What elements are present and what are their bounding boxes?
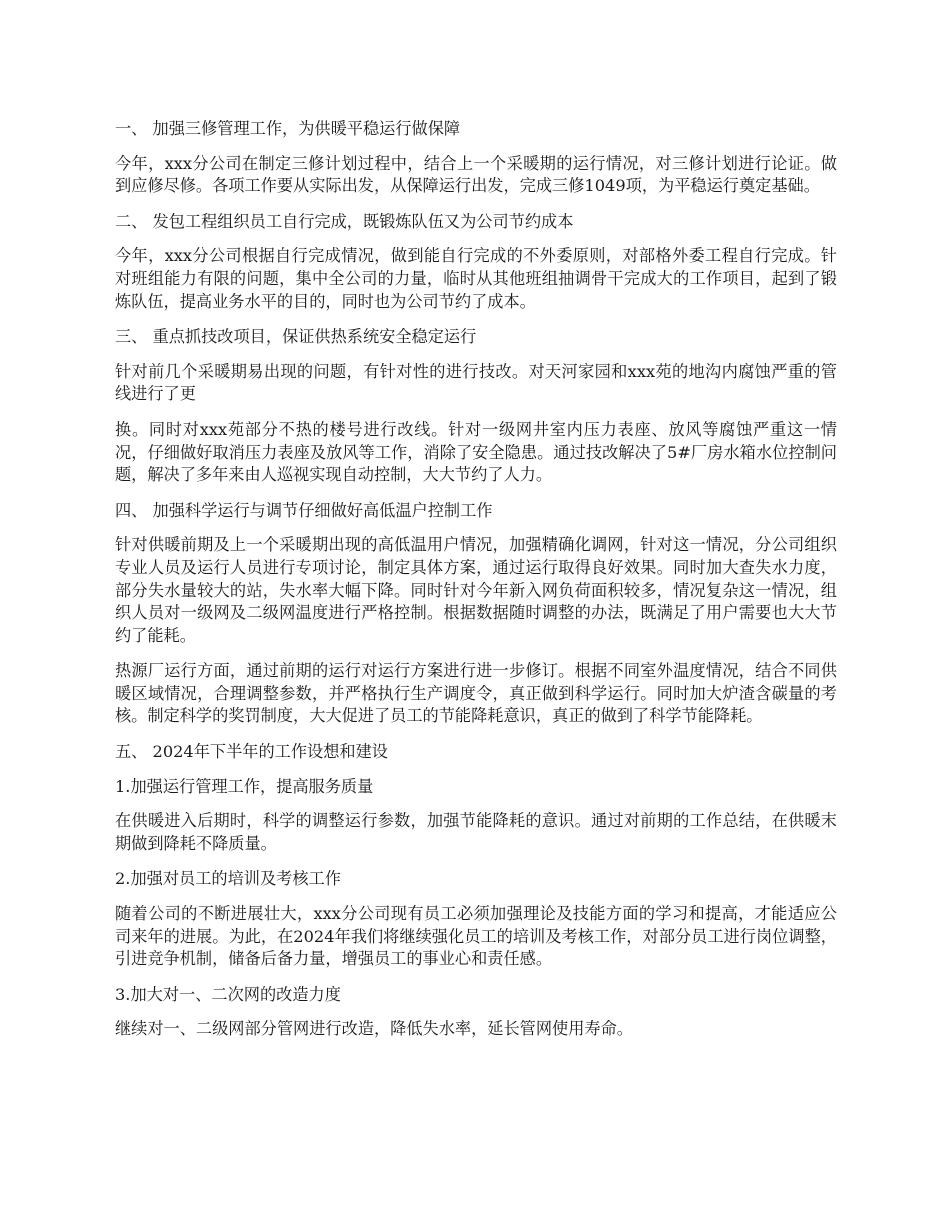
section-1-paragraph: 今年，xxx分公司在制定三修计划过程中，结合上一个采暖期的运行情况，对三修计划进行论证。做到应修尽修。各项工作要从实际出发，从保障运行出发，完成三修1049项，为平稳运行奠定基础。 xyxy=(115,153,837,196)
section-heading-3: 三、 重点抓技改项目，保证供热系统安全稳定运行 xyxy=(115,327,477,347)
section-2-paragraph: 今年，xxx分公司根据自行完成情况，做到能自行完成的不外委原则，对部格外委工程自行完成。针对班组能力有限的问题，集中全公司的力量，临时从其他班组抽调骨干完成大的工作项目，起到了锻炼队伍，提高业务水平的目的，同时也为公司节约了成本。 xyxy=(115,246,837,311)
section-4-paragraph-2: 热源厂运行方面，通过前期的运行对运行方案进行进一步修订。根据不同室外温度情况，结合不同供暖区域情况，合理调整参数，并严格执行生产调度令，真正做到科学运行。同时加大炉渣含碳量的考核。制定科学的奖罚制度，大大促进了员工的节能降耗意识，真正的做到了科学节能降耗。 xyxy=(115,661,837,726)
section-3-paragraph-2: 换。同时对xxx苑部分不热的楼号进行改线。针对一级网井室内压力表座、放风等腐蚀严重这一情况，仔细做好取消压力表座及放风等工作，消除了安全隐患。通过技改解决了5#厂房水箱水位控制问题，解决了多年来由人巡视实现自动控制，大大节约了人力。 xyxy=(115,419,837,485)
section-heading-5: 五、 2024年下半年的工作设想和建设 xyxy=(115,742,388,762)
subheading-5-3: 3.加大对一、二次网的改造力度 xyxy=(115,984,341,1004)
subheading-5-1: 1.加强运行管理工作，提高服务质量 xyxy=(115,776,374,796)
section-heading-1: 一、 加强三修管理工作，为供暖平稳运行做保障 xyxy=(115,119,461,138)
section-4-paragraph-1: 针对供暖前期及上一个采暖期出现的高低温用户情况，加强精确化调网，针对这一情况，分公司组织专业人员及运行人员进行专项讨论，制定具体方案，通过运行取得良好效果。同时加大查失水力度，部分失水量较大的站，失水率大幅下降。同时针对今年新入网负荷面积较多，情况复杂这一情况，组织人员对一级网及二级网温度进行严格控制。根据数据随时调整的办法，既满足了用户需要也大大节约了能耗。 xyxy=(115,535,837,645)
section-heading-2: 二、 发包工程组织员工自行完成，既锻炼队伍又为公司节约成本 xyxy=(115,211,574,231)
section-3-paragraph-1: 针对前几个采暖期易出现的问题，有针对性的进行技改。对天河家园和xxx苑的地沟内腐蚀严重的管线进行了更 xyxy=(115,361,837,404)
subsection-5-2-paragraph: 随着公司的不断进展壮大，xxx分公司现有员工必须加强理论及技能方面的学习和提高，才能适应公司来年的进展。为此，在2024年我们将继续强化员工的培训及考核工作，对部分员工进行岗位调整，引进竞争机制，储备后备力量，增强员工的事业心和责任感。 xyxy=(115,904,837,969)
subheading-5-2: 2.加强对员工的培训及考核工作 xyxy=(115,869,341,889)
section-heading-4: 四、 加强科学运行与调节仔细做好高低温户控制工作 xyxy=(115,500,493,520)
subsection-5-1-paragraph: 在供暖进入后期时，科学的调整运行参数，加强节能降耗的意识。通过对前期的工作总结，在供暖末期做到降耗不降质量。 xyxy=(115,811,837,853)
subsection-5-3-paragraph: 继续对一、二级网部分管网进行改造，降低失水率，延长管网使用寿命。 xyxy=(115,1019,633,1039)
document-page xyxy=(115,118,837,1054)
